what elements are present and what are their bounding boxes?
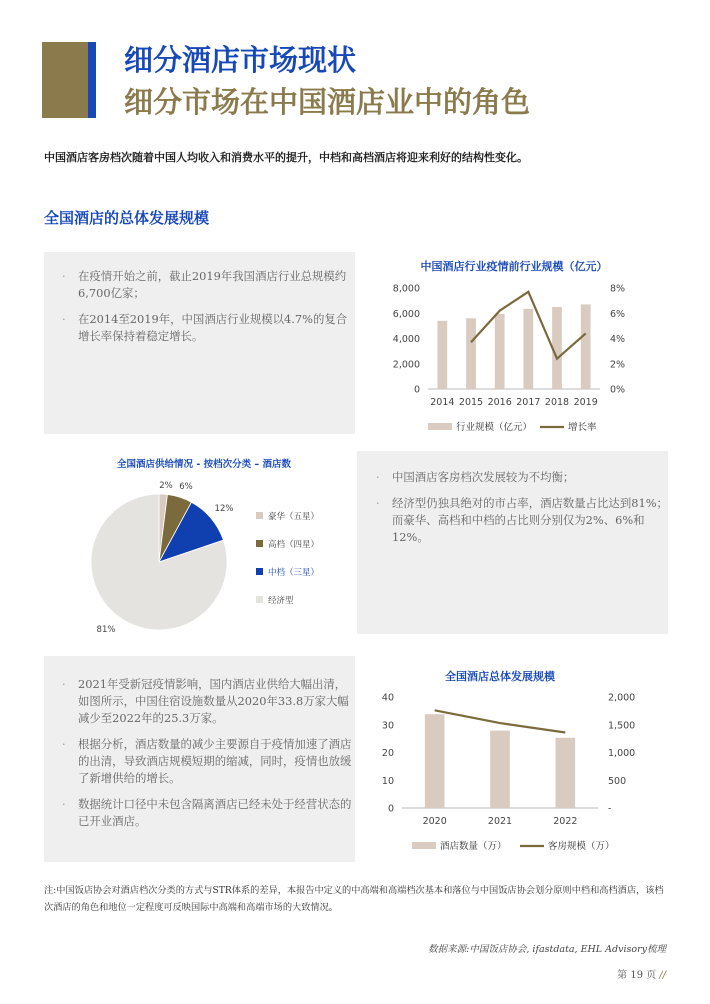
y-right-tick-label: 500	[608, 775, 627, 787]
bar	[490, 731, 510, 808]
page-subtitle: 细分市场在中国酒店业中的角色	[124, 85, 531, 119]
bar	[581, 304, 591, 389]
legend-label: 高档（四星）	[268, 540, 320, 550]
y-right-tick-label: 1,000	[608, 748, 636, 759]
legend-label: 客房规模（万）	[548, 841, 615, 852]
chart-title: 全国酒店供给情况 - 按档次分类 – 酒店数	[117, 459, 291, 470]
chart-title: 全国酒店总体发展规模	[445, 670, 555, 683]
y-right-tick-label: -	[608, 803, 612, 815]
list-item: · 2021年受新冠疫情影响，国内酒店业供给大幅出清，如图所示，中国住宿设施数量从2020年33.8万家大幅减少至2022年的25.3万家。	[58, 676, 354, 727]
y-left-tick-label: 8,000	[392, 283, 420, 295]
series-line	[435, 710, 566, 732]
bar	[437, 321, 447, 389]
legend-label: 经济型	[268, 596, 294, 606]
y-right-tick-label: 2,000	[608, 692, 636, 704]
y-right-tick-label: 2%	[610, 359, 626, 371]
legend-swatch-bar	[428, 423, 452, 430]
section-heading: 全国酒店的总体发展规模	[44, 209, 210, 227]
y-left-tick-label: 20	[381, 748, 394, 759]
pie-data-label: 6%	[179, 482, 193, 492]
chart-hotel-development	[360, 660, 670, 860]
bar	[495, 314, 505, 389]
y-right-tick-label: 8%	[610, 283, 626, 295]
y-left-tick-label: 0	[387, 803, 394, 815]
legend-swatch	[256, 540, 263, 547]
list-item: · 根据分析，酒店数量的减少主要源自于疫情加速了酒店的出清，导致酒店规模短期的缩减，同时，疫情也放缓了新增供给的增长。	[58, 736, 354, 787]
list-item: · 在2014至2019年，中国酒店行业规模以4.7%的复合增长率保持着稳定增长。	[58, 311, 354, 345]
legend-swatch	[256, 596, 263, 603]
bullet-list-2	[372, 469, 668, 555]
bar	[466, 318, 476, 389]
footnote: 注:中国饭店协会对酒店档次分类的方式与STR体系的差异，本报告中定义的中高端和高端档次基本和落位与中国饭店协会划分原则中档和高档酒店，该档次酒店的角色和地位一定程度可反映国际中高端和高端市场的大致情况。	[44, 885, 664, 913]
y-left-tick-label: 2,000	[392, 359, 420, 371]
bullet-list-1	[58, 268, 354, 354]
y-left-tick-label: 0	[413, 384, 420, 396]
x-tick-label: 2020	[422, 816, 447, 827]
data-source: 数据来源:中国饭店协会, ifastdata, EHL Advisory梳理	[428, 944, 666, 955]
bar	[523, 309, 533, 389]
legend-label: 增长率	[568, 422, 597, 433]
x-tick-label: 2017	[516, 397, 541, 408]
bullet-list-3	[58, 676, 354, 839]
chart-industry-scale	[360, 250, 670, 440]
legend-label: 酒店数量（万）	[440, 841, 507, 852]
list-item: · 数据统计口径中未包含隔离酒店已经未处于经营状态的已开业酒店。	[58, 796, 354, 830]
intro-text: 中国酒店客房档次随着中国人均收入和消费水平的提升，中档和高档酒店将迎来利好的结构性变化。	[44, 151, 528, 164]
pie-data-label: 12%	[214, 504, 234, 514]
legend-label: 豪华（五星）	[268, 512, 320, 522]
y-left-tick-label: 10	[381, 775, 394, 787]
bar	[556, 738, 576, 808]
list-item: · 在疫情开始之前，截止2019年我国酒店行业总规模约6,700亿家；	[58, 268, 354, 302]
legend-label: 中档（三星）	[268, 568, 320, 578]
header-gold-block	[42, 42, 88, 118]
y-right-tick-label: 6%	[610, 308, 626, 320]
pie-data-label: 2%	[159, 481, 173, 491]
legend-swatch	[256, 512, 263, 519]
y-left-tick-label: 40	[381, 692, 394, 704]
legend-swatch-bar	[412, 842, 436, 849]
y-left-tick-label: 30	[381, 720, 394, 732]
x-tick-label: 2022	[553, 816, 578, 827]
y-right-tick-label: 0%	[610, 384, 626, 396]
page-title: 细分酒店市场现状	[124, 43, 357, 77]
x-tick-label: 2014	[430, 397, 455, 408]
chart-title: 中国酒店行业疫情前行业规模（亿元）	[420, 260, 608, 273]
y-right-tick-label: 1,500	[608, 720, 636, 732]
list-item: · 经济型仍独具绝对的市占率，酒店数量占比达到81%；而豪华、高档和中档的占比则分别仅为2%、6%和12%。	[372, 495, 668, 546]
x-tick-label: 2016	[487, 397, 512, 408]
bar	[425, 714, 445, 808]
legend-swatch	[256, 568, 263, 575]
chart-hotel-supply-pie	[44, 450, 354, 640]
y-left-tick-label: 4,000	[392, 334, 420, 345]
page-number	[617, 966, 666, 981]
x-tick-label: 2019	[573, 397, 598, 408]
y-right-tick-label: 4%	[610, 334, 626, 345]
list-item: · 中国酒店客房档次发展较为不均衡；	[372, 469, 668, 486]
pie-data-label: 81%	[96, 625, 116, 635]
header-blue-bar	[88, 42, 96, 118]
page-number-text: 第 19 页	[617, 970, 657, 981]
y-left-tick-label: 6,000	[392, 308, 420, 320]
x-tick-label: 2021	[487, 816, 513, 827]
x-tick-label: 2015	[458, 397, 484, 408]
legend-label: 行业规模（亿元）	[456, 422, 533, 433]
page-slashes: //	[659, 970, 666, 981]
x-tick-label: 2018	[544, 397, 570, 408]
